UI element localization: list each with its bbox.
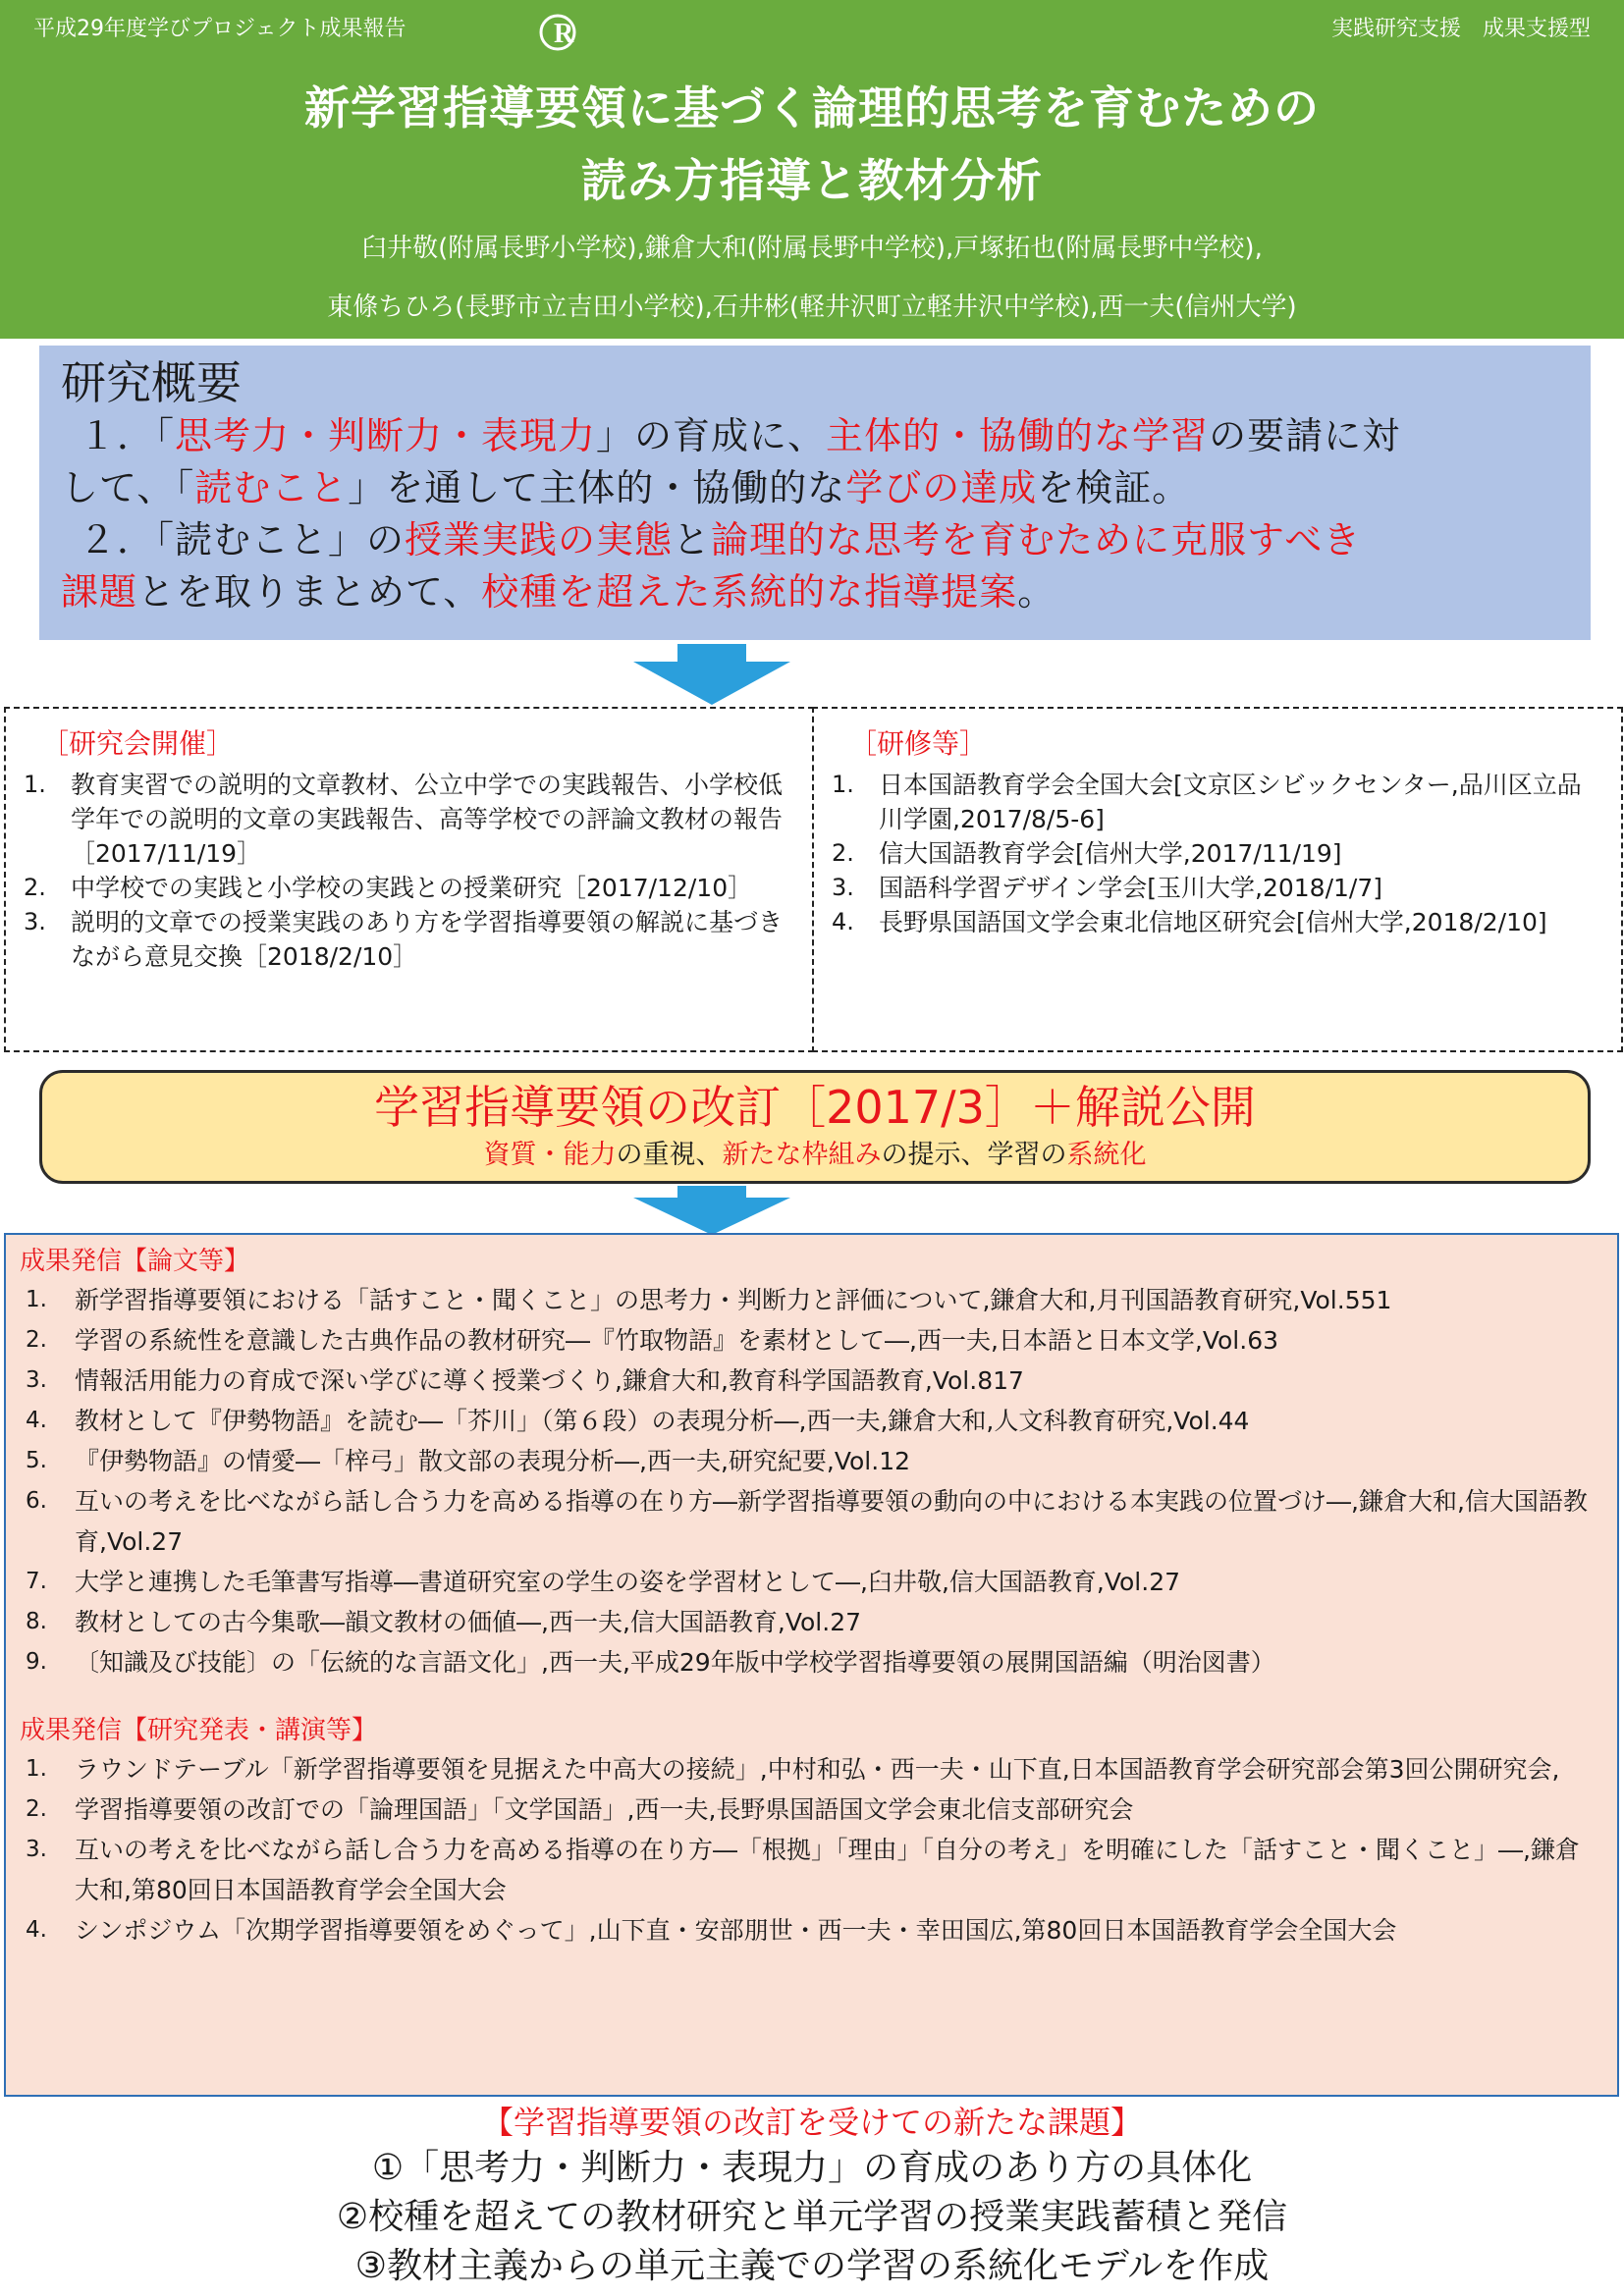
item-text: 情報活用能力の育成で深い学びに導く授業づくり,鎌倉大和,教育科学国語教育,Vol.817 (75, 1366, 1024, 1395)
revision-text: の重視、 (616, 1140, 723, 1170)
project-label: 平成29年度学びプロジェクト成果報告 (33, 17, 406, 41)
overview-highlight: 授業実践の実態 (405, 518, 674, 561)
item-number: 3. (832, 874, 854, 901)
training-heading: ［研修等］ (849, 727, 988, 760)
list-item (20, 1562, 1603, 1602)
item-text: 説明的文章での授業実践のあり方を学習指導要領の解説に基づきながら意見交換［2018/2/10］ (71, 908, 784, 971)
item-number: 1. (832, 771, 854, 798)
overview-highlight: 論理的な思考を育むために克服すべき (711, 518, 1362, 561)
revision-box (39, 1070, 1591, 1184)
meetings-list (24, 768, 794, 974)
page-title-line2: 読み方指導と教材分析 (581, 154, 1043, 207)
talks-list (20, 1749, 1603, 1950)
item-number: 5. (26, 1448, 47, 1473)
item-text: 学習の系統性を意識した古典作品の教材研究―『竹取物語』を素材として―,西一夫,日本語と日本文学,Vol.63 (75, 1326, 1279, 1355)
item-number: 1. (24, 771, 46, 798)
item-number: 2. (832, 839, 854, 867)
down-arrow-icon (633, 1186, 790, 1235)
overview-highlight: 課題 (61, 570, 138, 614)
authors-line1: 臼井敬(附属長野小学校),鎌倉大和(附属長野中学校),戸塚拓也(附属長野中学校), (361, 234, 1263, 263)
overview-point-1 (61, 410, 1569, 462)
overview-highlight: 思考力・判断力・表現力 (175, 414, 597, 457)
list-item (832, 871, 1603, 905)
item-number: 4. (832, 908, 854, 935)
list-item (20, 1361, 1603, 1401)
papers-list (20, 1280, 1603, 1682)
revision-highlight: 新たな枠組み (722, 1140, 882, 1170)
list-item (832, 905, 1603, 939)
list-item (20, 1789, 1603, 1830)
overview-title: 研究概要 (61, 356, 242, 409)
list-item (20, 1320, 1603, 1361)
list-item (20, 1642, 1603, 1682)
category-label: 実践研究支援 成果支援型 (1330, 17, 1591, 41)
overview-highlight: 主体的・協働的な学習 (826, 414, 1210, 457)
item-text: 〔知識及び技能〕の「伝統的な言語文化」,西一夫,平成29年版中学校学習指導要領の展開国語編（明治図書） (75, 1648, 1275, 1677)
list-item (832, 768, 1603, 836)
research-overview (39, 346, 1591, 640)
item-text: 大学と連携した毛筆書写指導―書道研究室の学生の姿を学習材として―,臼井敬,信大国語教育,Vol.27 (75, 1568, 1181, 1596)
header-banner (0, 0, 1624, 339)
cr-logo (536, 10, 591, 55)
new-issues (0, 2101, 1624, 2291)
overview-highlight: 校種を超えた系統的な指導提案 (481, 570, 1018, 614)
item-text: 信大国語教育学会[信州大学,2017/11/19] (879, 839, 1342, 868)
item-number: 2. (24, 874, 46, 901)
issue-item: ②校種を超えての教材研究と単元学習の授業実践蓄積と発信 (336, 2197, 1288, 2237)
papers-heading: 成果発信【論文等】 (20, 1247, 250, 1276)
item-number: 8. (26, 1609, 47, 1634)
item-text: 学習指導要領の改訂での「論理国語」「文学国語」,西一夫,長野県国語国文学会東北信支部研究会 (75, 1795, 1134, 1824)
item-text: ラウンドテーブル「新学習指導要領を見据えた中高大の接続」,中村和弘・西一夫・山下直,日本国語教育学会研究部会第3回公開研究会, (75, 1755, 1560, 1784)
overview-point-2 (61, 514, 1569, 566)
outputs-section (4, 1233, 1619, 2097)
authors-line2: 東條ちひろ(長野市立吉田小学校),石井彬(軽井沢町立軽井沢中学校),西一夫(信州大学) (327, 293, 1297, 322)
item-text: 教育実習での説明的文章教材、公立中学での実践報告、小学校低学年での説明的文章の実践報告、高等学校での評論文教材の報告［2017/11/19］ (71, 771, 784, 868)
overview-text: とを取りまとめて、 (137, 570, 482, 614)
list-item (20, 1401, 1603, 1441)
overview-text: 」の育成に、 (596, 414, 827, 457)
item-number: 9. (26, 1649, 47, 1675)
item-text: 長野県国語国文学会東北信地区研究会[信州大学,2018/2/10] (879, 908, 1547, 936)
list-item (20, 1441, 1603, 1481)
item-number: 4. (26, 1917, 47, 1943)
list-item (24, 905, 794, 974)
item-text: 『伊勢物語』の情愛―「梓弓」散文部の表現分析―,西一夫,研究紀要,Vol.12 (75, 1447, 911, 1475)
revision-subtitle (42, 1138, 1588, 1173)
issues-heading: 【学習指導要領の改訂を受けての新たな課題】 (481, 2104, 1142, 2141)
overview-point-1-cont (61, 462, 1569, 514)
item-text: 教材として『伊勢物語』を読む―「芥川」（第６段）の表現分析―,西一夫,鎌倉大和,人文科教育研究,Vol.44 (75, 1407, 1250, 1435)
revision-highlight: 資質・能力 (483, 1140, 617, 1170)
down-arrow-icon (633, 644, 790, 705)
list-item (20, 1830, 1603, 1910)
item-number: 4. (26, 1408, 47, 1433)
overview-text: の要請に対 (1209, 414, 1401, 457)
list-item (24, 768, 794, 871)
training-list (832, 768, 1603, 939)
item-text: 新学習指導要領における「話すこと・聞くこと」の思考力・判断力と評価について,鎌倉大和,月刊国語教育研究,Vol.551 (75, 1286, 1392, 1314)
item-text: 互いの考えを比べながら話し合う力を高める指導の在り方―新学習指導要領の動向の中における本実践の位置づけ―,鎌倉大和,信大国語教育,Vol.27 (75, 1487, 1588, 1556)
overview-text: を検証。 (1037, 466, 1191, 509)
item-number: 3. (26, 1837, 47, 1862)
item-number: 1. (26, 1287, 47, 1312)
list-item (24, 871, 794, 905)
overview-highlight: 学びの達成 (845, 466, 1038, 509)
list-item (20, 1602, 1603, 1642)
item-text: 互いの考えを比べながら話し合う力を高める指導の在り方―「根拠」「理由」「自分の考え」を明確にした「話すこと・聞くこと」―,鎌倉大和,第80回日本国語教育学会全国大会 (75, 1836, 1580, 1904)
issue-item: ①「思考力・判断力・表現力」の育成のあり方の具体化 (371, 2148, 1253, 2188)
item-number: 1. (26, 1756, 47, 1782)
list-item (832, 836, 1603, 871)
overview-text: して、「 (61, 466, 195, 509)
overview-text: 」を通して主体的・協働的な (348, 466, 846, 509)
meetings-heading: ［研究会開催］ (41, 727, 235, 760)
item-number: 7. (26, 1569, 47, 1594)
revision-title: 学習指導要領の改訂［2017/3］＋解説公開 (374, 1081, 1256, 1134)
overview-text: ２．「読むこと」の (79, 518, 406, 561)
revision-highlight: 系統化 (1066, 1140, 1147, 1170)
svg-text:R: R (554, 19, 574, 49)
item-number: 2. (26, 1796, 47, 1822)
list-item (20, 1481, 1603, 1562)
item-number: 2. (26, 1327, 47, 1353)
overview-point-2-cont (61, 566, 1569, 618)
item-number: 6. (26, 1488, 47, 1514)
list-item (20, 1280, 1603, 1320)
item-text: シンポジウム「次期学習指導要領をめぐって」,山下直・安部朋世・西一夫・幸田国広,第80回日本国語教育学会全国大会 (75, 1916, 1397, 1945)
issue-item: ③教材主義からの単元主義での学習の系統化モデルを作成 (354, 2246, 1270, 2286)
page-title-line1: 新学習指導要領に基づく論理的思考を育むための (304, 81, 1320, 134)
training-panel (812, 707, 1623, 1052)
overview-text: と (673, 518, 712, 561)
list-item (20, 1910, 1603, 1950)
overview-text: 。 (1017, 570, 1056, 614)
item-text: 日本国語教育学会全国大会[文京区シビックセンター,品川区立品川学園,2017/8/5-6] (879, 771, 1582, 833)
item-text: 中学校での実践と小学校の実践との授業研究［2017/12/10］ (71, 874, 753, 902)
item-text: 教材としての古今集歌―韻文教材の価値―,西一夫,信大国語教育,Vol.27 (75, 1608, 862, 1636)
talks-heading: 成果発信【研究発表・講演等】 (20, 1716, 378, 1745)
item-number: 3. (24, 908, 46, 935)
meetings-panel (4, 707, 814, 1052)
overview-text: １．「 (79, 414, 176, 457)
revision-text: の提示、学習の (881, 1140, 1067, 1170)
item-number: 3. (26, 1367, 47, 1393)
item-text: 国語科学習デザイン学会[玉川大学,2018/1/7] (879, 874, 1382, 902)
list-item (20, 1749, 1603, 1789)
overview-highlight: 読むこと (194, 466, 349, 509)
